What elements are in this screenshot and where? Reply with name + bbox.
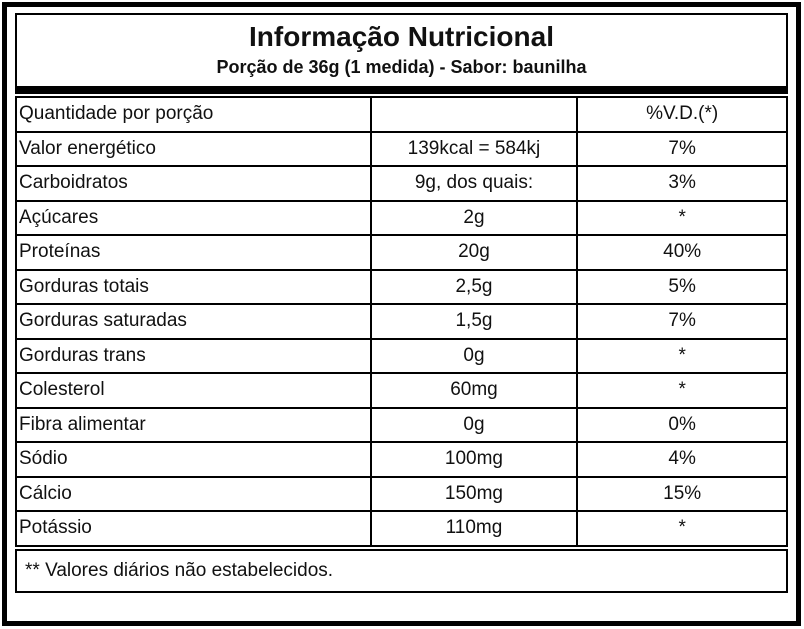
nutrient-amount: 2,5g [371,270,578,305]
serving-info: Porção de 36g (1 medida) - Sabor: baunilha [216,57,587,77]
nutrient-dv: 4% [577,442,787,477]
nutrient-name: Colesterol [16,373,371,408]
nutrient-dv: 5% [577,270,787,305]
nutrient-dv: 0% [577,408,787,443]
nutrient-dv: 3% [577,166,787,201]
nutrient-name: Cálcio [16,477,371,512]
nutrient-name: Gorduras totais [16,270,371,305]
footnote-box [15,549,788,593]
nutrient-dv: * [577,373,787,408]
nutrient-amount: 0g [371,339,578,374]
nutrient-name: Proteínas [16,235,371,270]
table-row [16,166,787,201]
nutrient-dv: * [577,201,787,236]
nutrient-amount: 0g [371,408,578,443]
table-row [16,408,787,443]
table-row [16,304,787,339]
nutrient-dv: 40% [577,235,787,270]
table-row [16,373,787,408]
nutrient-name: Açúcares [16,201,371,236]
nutrient-amount: 2g [371,201,578,236]
nutrient-dv: * [577,511,787,546]
nutrient-dv: 15% [577,477,787,512]
table-row [16,339,787,374]
table-row [16,235,787,270]
nutrient-dv: 7% [577,132,787,167]
header-box [15,13,788,94]
nutrient-name: Sódio [16,442,371,477]
table-header-row [16,97,787,132]
nutrient-amount: 1,5g [371,304,578,339]
table-row [16,132,787,167]
nutrient-name: Valor energético [16,132,371,167]
footnote-text: ** Valores diários não estabelecidos. [25,559,334,581]
nutrient-name: Gorduras trans [16,339,371,374]
nutrient-amount: 100mg [371,442,578,477]
nutrient-amount: 60mg [371,373,578,408]
nutrient-amount: 20g [371,235,578,270]
nutrient-amount: 9g, dos quais: [371,166,578,201]
nutrient-amount: 110mg [371,511,578,546]
table-row [16,442,787,477]
table-row [16,511,787,546]
header-dv-label: %V.D.(*) [577,97,787,132]
table-row [16,201,787,236]
header-amount-spacer [371,97,578,132]
nutrition-table [15,96,788,547]
header-quantity-label: Quantidade por porção [16,97,371,132]
table-row [16,477,787,512]
nutrient-name: Gorduras saturadas [16,304,371,339]
page-title: Informação Nutricional [249,21,554,52]
nutrition-label [2,2,801,626]
nutrient-name: Potássio [16,511,371,546]
nutrient-dv: * [577,339,787,374]
nutrient-name: Carboidratos [16,166,371,201]
nutrient-amount: 139kcal = 584kj [371,132,578,167]
nutrient-dv: 7% [577,304,787,339]
nutrient-name: Fibra alimentar [16,408,371,443]
table-row [16,270,787,305]
nutrient-amount: 150mg [371,477,578,512]
